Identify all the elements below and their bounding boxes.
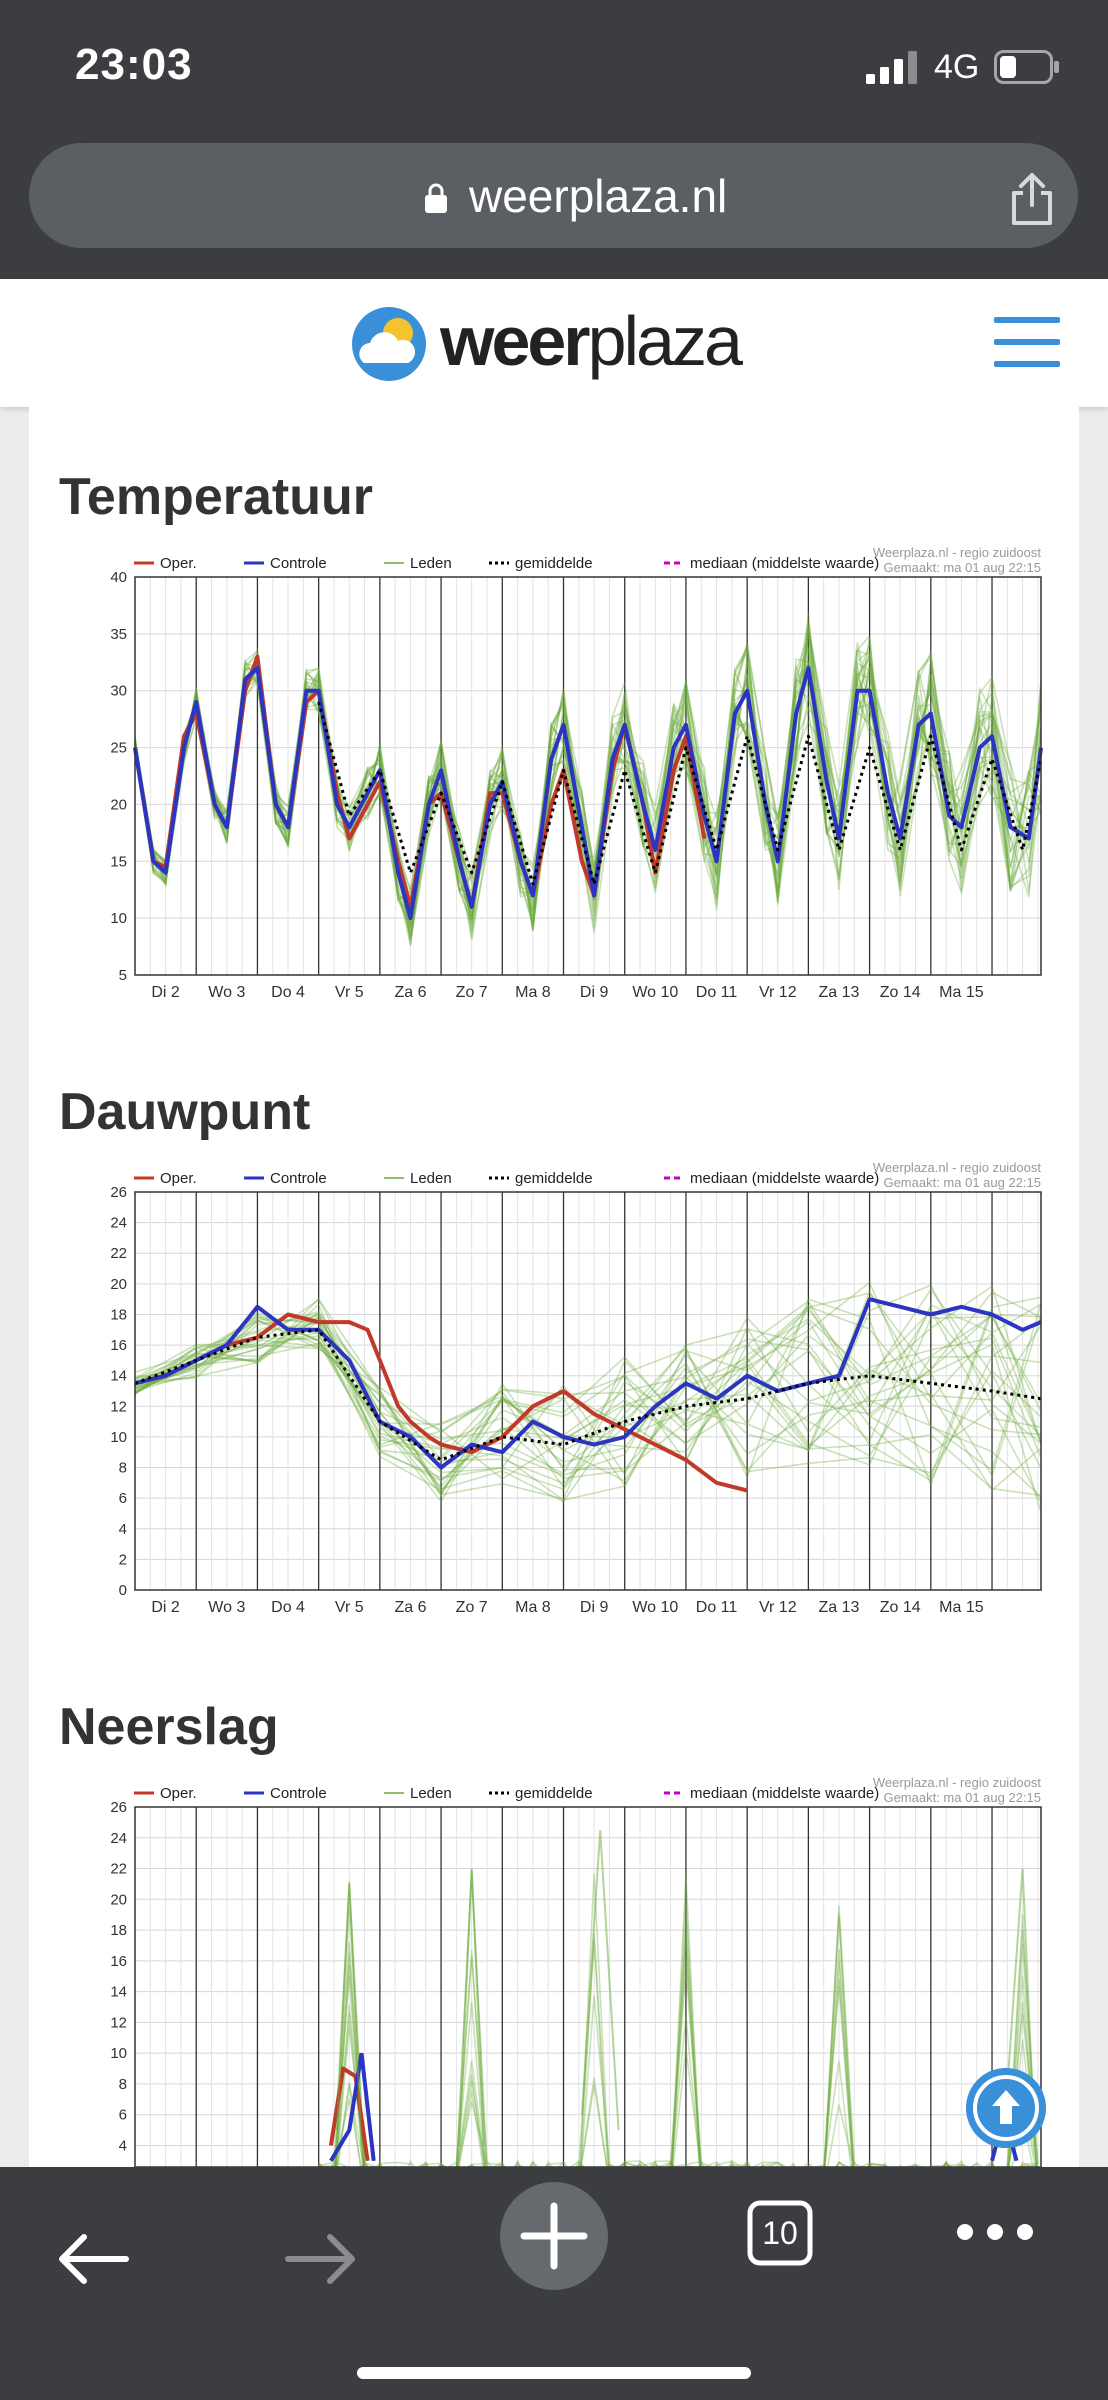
legend-label: mediaan (middelste waarde) (690, 1785, 880, 1802)
x-tick-label: Di 9 (579, 1599, 609, 1616)
y-tick-label: 2 (118, 1551, 127, 1569)
temperature-chart (89, 545, 1079, 1011)
x-tick-label: Ma 15 (939, 1599, 984, 1616)
tabs-count: 10 (762, 2215, 798, 2251)
y-tick-label: 16 (110, 1952, 127, 1970)
x-tick-label: Vr 12 (758, 1599, 797, 1616)
y-tick-label: 14 (110, 1983, 127, 2001)
chart-timestamp: Gemaakt: ma 01 aug 22:15 (883, 1790, 1041, 1805)
x-tick-label: Di 9 (579, 984, 609, 1001)
legend-label: gemiddelde (515, 555, 593, 572)
y-tick-label: 20 (110, 796, 127, 814)
chart-credit: Weerplaza.nl - regio zuidoost (872, 545, 1041, 560)
y-tick-label: 4 (118, 1520, 127, 1538)
site-header (0, 279, 1108, 407)
y-tick-label: 22 (110, 1860, 127, 1878)
x-tick-label: Di 2 (151, 984, 180, 1001)
y-tick-label: 12 (110, 1398, 127, 1416)
y-tick-label: 18 (110, 1306, 127, 1324)
chart-timestamp: Gemaakt: ma 01 aug 22:15 (883, 1175, 1041, 1190)
y-tick-label: 20 (110, 1275, 127, 1293)
y-tick-label: 24 (110, 1829, 127, 1847)
home-indicator (357, 2367, 751, 2379)
x-tick-label: Do 11 (695, 984, 738, 1001)
url-text: weerplaza.nl (469, 170, 728, 222)
y-tick-label: 10 (110, 2045, 127, 2063)
y-tick-label: 8 (118, 1459, 127, 1477)
x-tick-label: Wo 10 (632, 984, 679, 1001)
section-title-temperatuur: Temperatuur (59, 468, 373, 526)
tabs-button[interactable] (747, 2200, 813, 2266)
x-tick-label: Ma 8 (515, 984, 551, 1001)
forward-arrow-icon[interactable] (280, 2229, 360, 2289)
logo-light: plaza (587, 302, 740, 380)
x-tick-label: Ma 8 (515, 1599, 551, 1616)
main-content (29, 407, 1079, 2167)
y-tick-label: 5 (118, 967, 127, 984)
y-tick-label: 10 (110, 1428, 127, 1446)
x-tick-label: Zo 7 (455, 1599, 488, 1616)
clock: 23:03 (75, 40, 193, 89)
y-tick-label: 4 (118, 2137, 127, 2155)
back-arrow-icon[interactable] (54, 2229, 134, 2289)
y-tick-label: 20 (110, 1891, 127, 1909)
x-tick-label: Zo 14 (879, 984, 921, 1001)
x-tick-label: Vr 12 (758, 984, 797, 1001)
y-tick-label: 35 (110, 625, 127, 643)
y-tick-label: 15 (110, 853, 127, 871)
legend-label: Leden (410, 1170, 452, 1187)
legend-label: gemiddelde (515, 1170, 593, 1187)
chart-credit: Weerplaza.nl - regio zuidoost (872, 1775, 1041, 1790)
y-tick-label: 40 (110, 569, 127, 586)
x-tick-label: Zo 7 (455, 984, 488, 1001)
browser-toolbar (0, 135, 1108, 279)
x-tick-label: Vr 5 (334, 1599, 364, 1616)
y-tick-label: 22 (110, 1245, 127, 1263)
browser-bottom-bar (0, 2167, 1108, 2400)
legend-label: mediaan (middelste waarde) (690, 1170, 880, 1187)
x-tick-label: Wo 3 (208, 1599, 246, 1616)
y-tick-label: 25 (110, 739, 127, 757)
x-tick-label: Za 13 (818, 1599, 860, 1616)
new-tab-button[interactable] (500, 2182, 608, 2290)
battery-icon (994, 50, 1060, 84)
legend-label: Oper. (160, 1170, 197, 1187)
y-tick-label: 24 (110, 1214, 127, 1232)
legend-label: Oper. (160, 1785, 197, 1802)
section-title-neerslag: Neerslag (59, 1698, 279, 1756)
x-tick-label: Do 4 (271, 1599, 305, 1616)
section-title-dauwpunt: Dauwpunt (59, 1083, 311, 1141)
x-tick-label: Vr 5 (334, 984, 364, 1001)
precipitation-chart (89, 1775, 1079, 2167)
y-tick-label: 16 (110, 1337, 127, 1355)
y-tick-label: 18 (110, 1922, 127, 1940)
dewpoint-chart (89, 1160, 1079, 1626)
status-bar (0, 0, 1108, 135)
network-type: 4G (934, 48, 980, 86)
x-tick-label: Do 11 (695, 1599, 738, 1616)
legend-label: Controle (270, 1785, 327, 1802)
x-tick-label: Za 13 (818, 984, 860, 1001)
legend-label: mediaan (middelste waarde) (690, 555, 880, 572)
x-tick-label: Za 6 (394, 984, 427, 1001)
x-tick-label: Wo 10 (632, 1599, 679, 1616)
y-tick-label: 6 (118, 1490, 127, 1508)
legend-label: Leden (410, 555, 452, 572)
share-icon[interactable] (1009, 171, 1055, 227)
legend-label: gemiddelde (515, 1785, 593, 1802)
legend-label: Controle (270, 1170, 327, 1187)
x-tick-label: Ma 15 (939, 984, 984, 1001)
x-tick-label: Wo 3 (208, 984, 246, 1001)
y-tick-label: 0 (118, 1582, 127, 1599)
menu-icon[interactable] (994, 317, 1060, 367)
signal-icon (866, 50, 920, 84)
site-logo[interactable] (440, 301, 740, 381)
scroll-top-button[interactable] (966, 2068, 1046, 2148)
address-bar[interactable] (29, 143, 1078, 248)
legend-label: Leden (410, 1785, 452, 1802)
more-icon[interactable] (950, 2217, 1040, 2247)
logo-icon[interactable] (350, 305, 428, 383)
y-tick-label: 12 (110, 2014, 127, 2032)
x-tick-label: Zo 14 (879, 1599, 921, 1616)
lock-icon (425, 183, 447, 213)
legend-label: Oper. (160, 555, 197, 572)
y-tick-label: 6 (118, 2106, 127, 2124)
chart-credit: Weerplaza.nl - regio zuidoost (872, 1160, 1041, 1175)
x-tick-label: Do 4 (271, 984, 305, 1001)
chart-timestamp: Gemaakt: ma 01 aug 22:15 (883, 560, 1041, 575)
y-tick-label: 30 (110, 682, 127, 700)
x-tick-label: Za 6 (394, 1599, 427, 1616)
logo-bold: weer (440, 302, 588, 380)
y-tick-label: 26 (110, 1799, 127, 1816)
y-tick-label: 8 (118, 2075, 127, 2093)
y-tick-label: 26 (110, 1184, 127, 1201)
y-tick-label: 14 (110, 1367, 127, 1385)
y-tick-label: 10 (110, 910, 127, 928)
legend-label: Controle (270, 555, 327, 572)
x-tick-label: Di 2 (151, 1599, 180, 1616)
